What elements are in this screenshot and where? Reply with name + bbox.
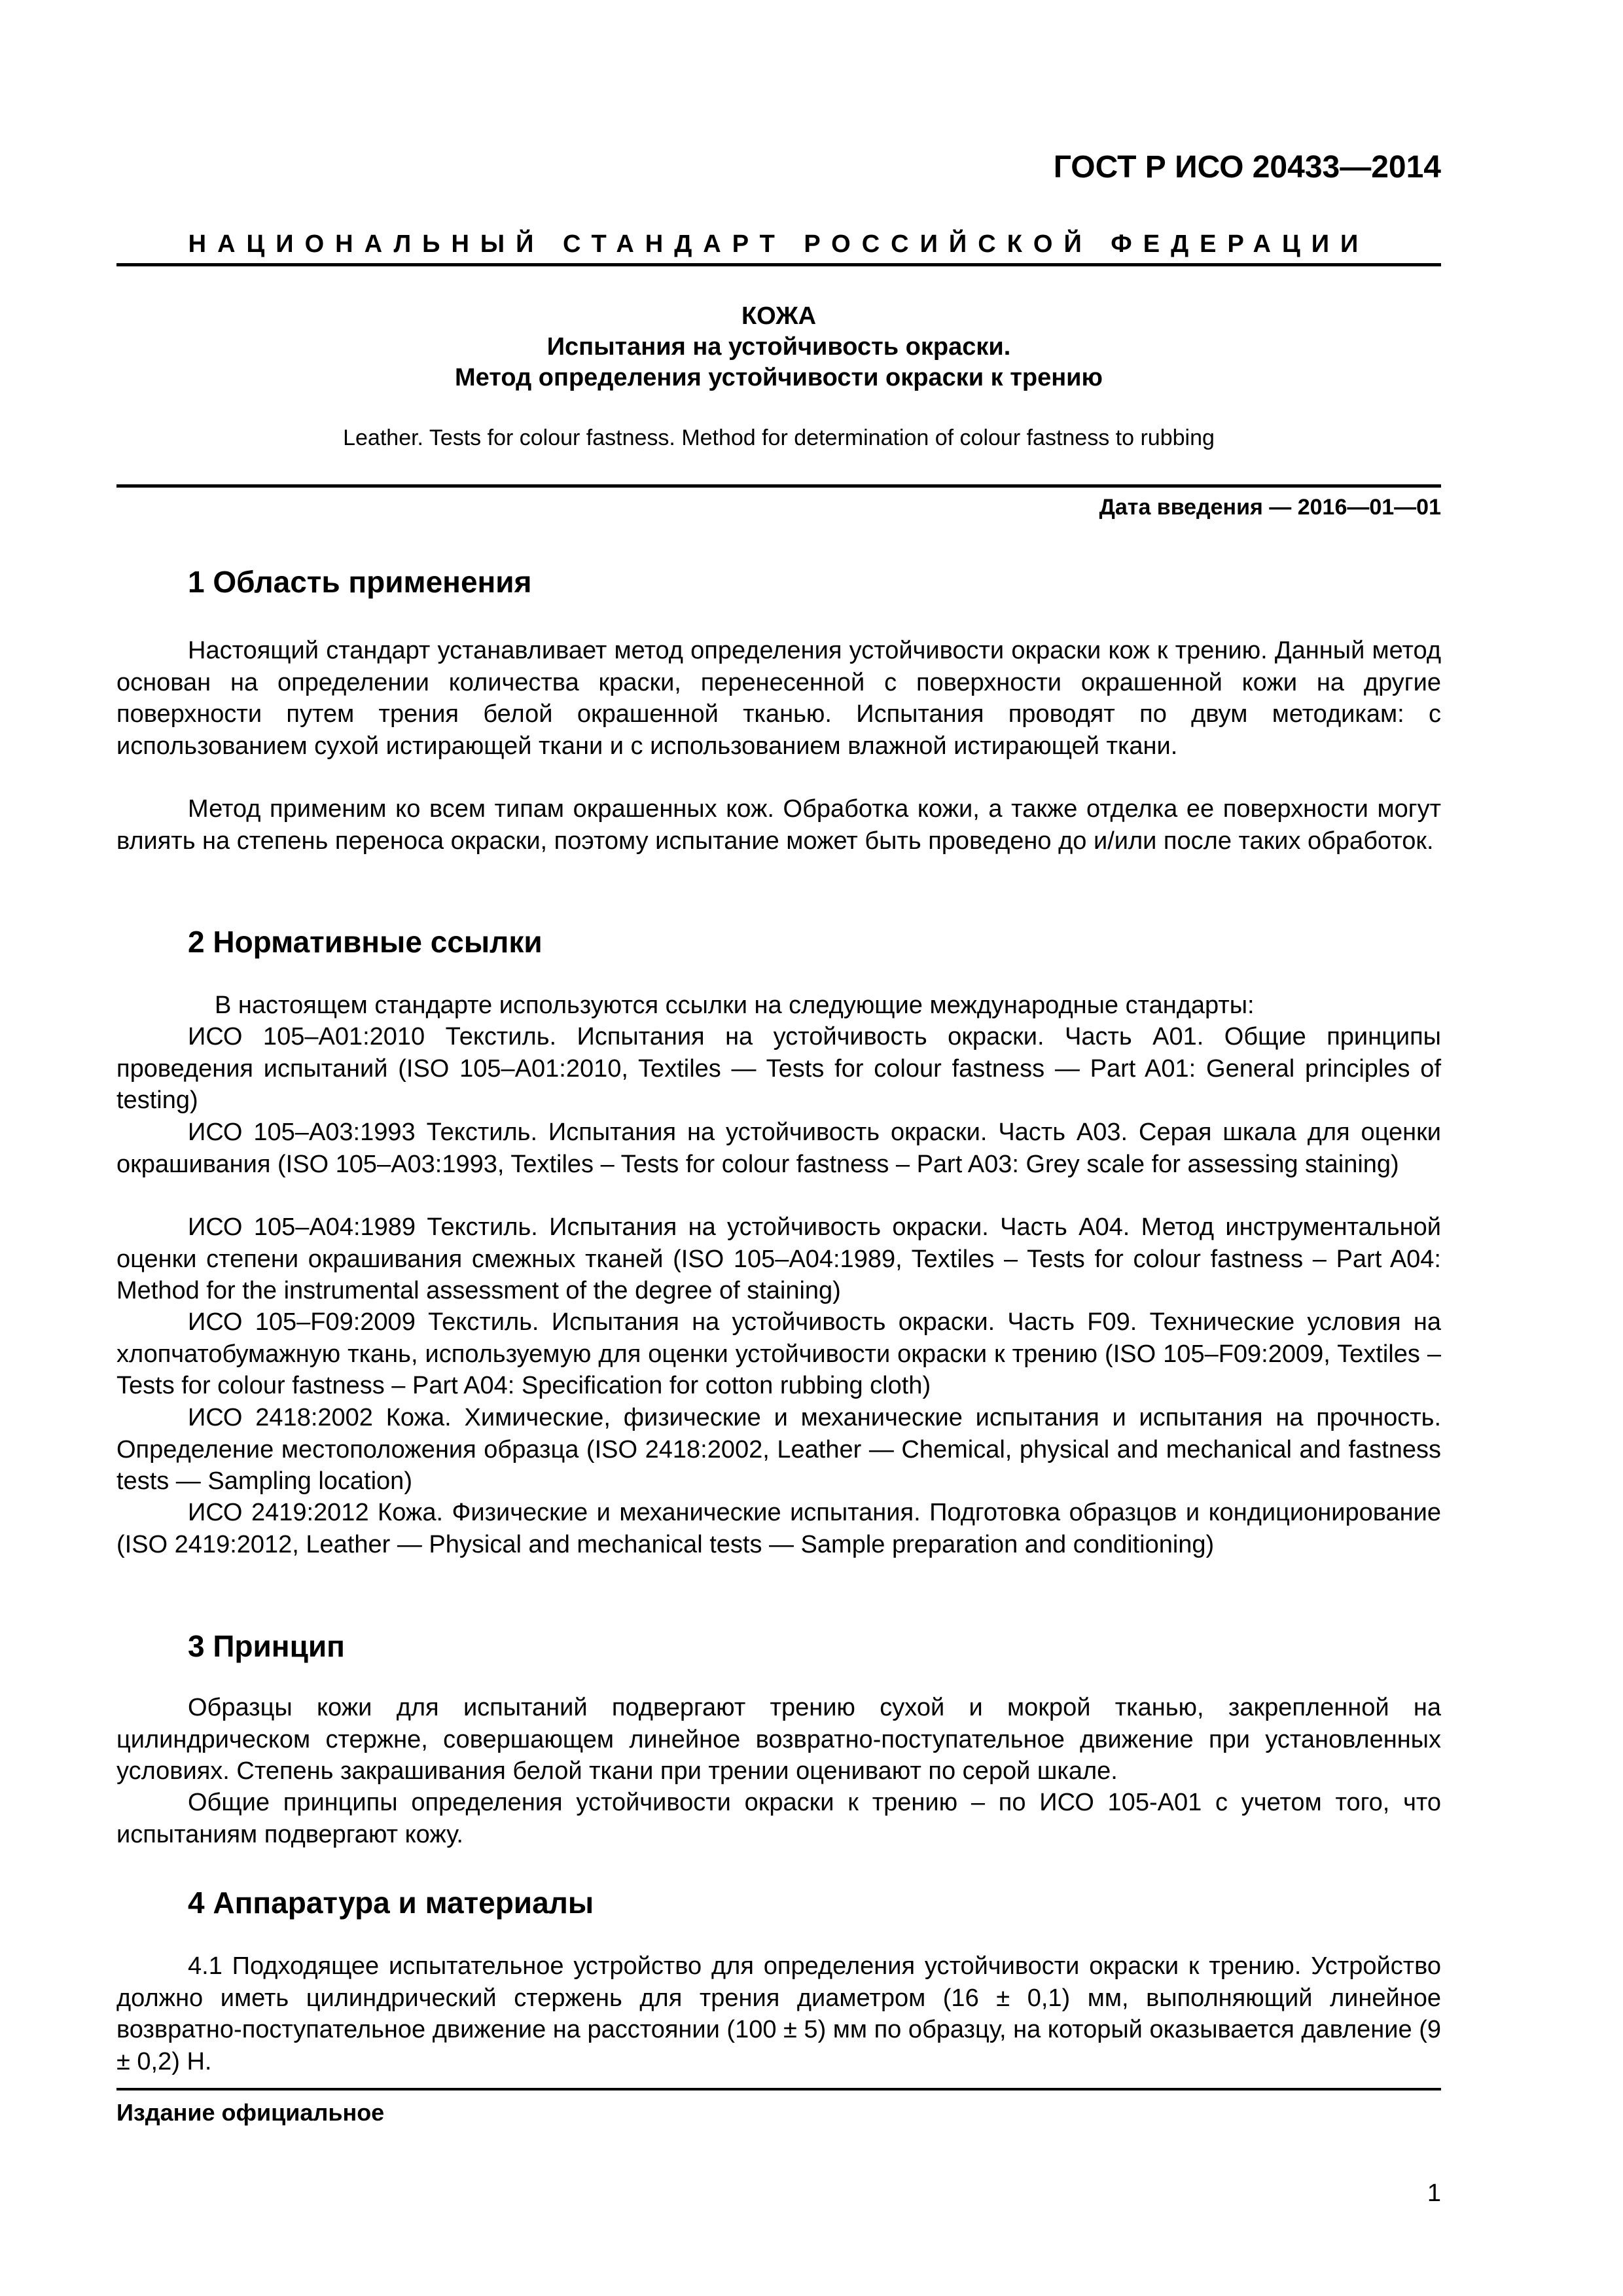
section-1-paragraph-1: Настоящий стандарт устанавливает метод определения устойчивости окраски кож к трению. Данный метод основан на определении количества краски, перенесенной с поверхности окрашенной кожи на другие поверхности путем трения белой окрашенной тканью. Испытания проводят по двум методикам: с использованием сухой истирающей ткани и с использованием влажной истирающей ткани. xyxy=(116,637,1441,760)
header-rule xyxy=(116,263,1441,266)
title-rule xyxy=(116,484,1441,488)
section-4-paragraph-1: 4.1 Подходящее испытательное устройство для определения устойчивости окраски к трению. Устройство должно иметь цилиндрический стержень для трения диаметром (16 ± 0,1) мм, выполняющий линейное возвратно-поступательное движение на расстоянии (100 ± 5) мм по образцу, на который оказывается давление (9 ± 0,2) Н. xyxy=(116,1952,1442,2075)
section-2-heading: 2 Нормативные ссылки xyxy=(188,925,543,959)
introduction-date: Дата введения — 2016—01—01 xyxy=(1099,495,1441,520)
normative-reference: ИСО 2419:2012 Кожа. Физические и механические испытания. Подготовка образцов и кондиционирование (ISO 2419:2012, Leather — Physical and mechanical tests — Sample preparation and conditioning) xyxy=(116,1499,1441,1558)
normative-reference: ИСО 105–А03:1993 Текстиль. Испытания на устойчивость окраски. Часть А03. Серая шкала для оценки окрашивания (ISO 105–A03:1993, Textiles – Tests for colour fastness – Part A03: Grey scale for assessing staining) xyxy=(116,1119,1441,1178)
footer-rule xyxy=(116,2088,1441,2090)
standard-code: ГОСТ Р ИСО 20433—2014 xyxy=(1053,150,1441,185)
official-edition-label: Издание официальное xyxy=(116,2099,385,2126)
normative-reference: ИСО 105–F09:2009 Текстиль. Испытания на устойчивость окраски. Часть F09. Технические условия на хлопчатобумажную ткань, используемую для оценки устойчивости окраски к трению (ISO 105–F09:2009, Textiles – Tests for colour fastness – Part A04: Specification for cotton rubbing cloth) xyxy=(116,1308,1441,1399)
section-1-heading: 1 Область применения xyxy=(188,565,532,599)
section-2-intro: В настоящем стандарте используются ссылки на следующие международные стандарты: xyxy=(215,992,1255,1019)
national-standard-banner: НАЦИОНАЛЬНЫЙ СТАНДАРТ РОССИЙСКОЙ ФЕДЕРАЦИИ xyxy=(188,230,1370,258)
normative-reference: ИСО 105–А01:2010 Текстиль. Испытания на устойчивость окраски. Часть А01. Общие принципы проведения испытаний (ISO 105–A01:2010, Textiles — Tests for colour fastness — Part A01: General principles of testing) xyxy=(116,1023,1441,1114)
section-3-paragraph-2: Общие принципы определения устойчивости окраски к трению – по ИСО 105-А01 с учетом того, что испытаниям подвергают кожу. xyxy=(116,1789,1441,1848)
normative-reference: ИСО 2418:2002 Кожа. Химические, физические и механические испытания и испытания на прочность. Определение местоположения образца (ISO 2418:2002, Leather — Chemical, physical and mechanical and fastness tests — Sampling location) xyxy=(116,1404,1441,1495)
section-1-paragraph-2: Метод применим ко всем типам окрашенных кож. Обработка кожи, а также отделка ее поверхности могут влиять на степень переноса окраски, поэтому испытание может быть проведено до и/или после таких обработок. xyxy=(116,795,1441,855)
section-4-heading: 4 Аппаратура и материалы xyxy=(188,1886,594,1920)
page-number: 1 xyxy=(1427,2179,1441,2207)
english-title: Leather. Tests for colour fastness. Method for determination of colour fastness to rubbing xyxy=(343,425,1215,450)
section-3-heading: 3 Принцип xyxy=(188,1629,345,1663)
section-3-paragraph-1: Образцы кожи для испытаний подвергают трению сухой и мокрой тканью, закрепленной на цилиндрическом стержне, совершающем линейное возвратно-поступательное движение при установленных условиях. Степень закрашивания белой ткани при трении оценивают по серой шкале. xyxy=(116,1694,1441,1785)
title-line-2: Испытания на устойчивость окраски. xyxy=(546,333,1011,361)
title-line-3: Метод определения устойчивости окраски к трению xyxy=(455,364,1103,391)
normative-reference: ИСО 105–А04:1989 Текстиль. Испытания на устойчивость окраски. Часть А04. Метод инструментальной оценки степени окрашивания смежных тканей (ISO 105–A04:1989, Textiles – Tests for colour fastness – Part A04: Method for the instrumental assessment of the degree of staining) xyxy=(116,1213,1441,1304)
title-line-1: КОЖА xyxy=(741,302,817,330)
